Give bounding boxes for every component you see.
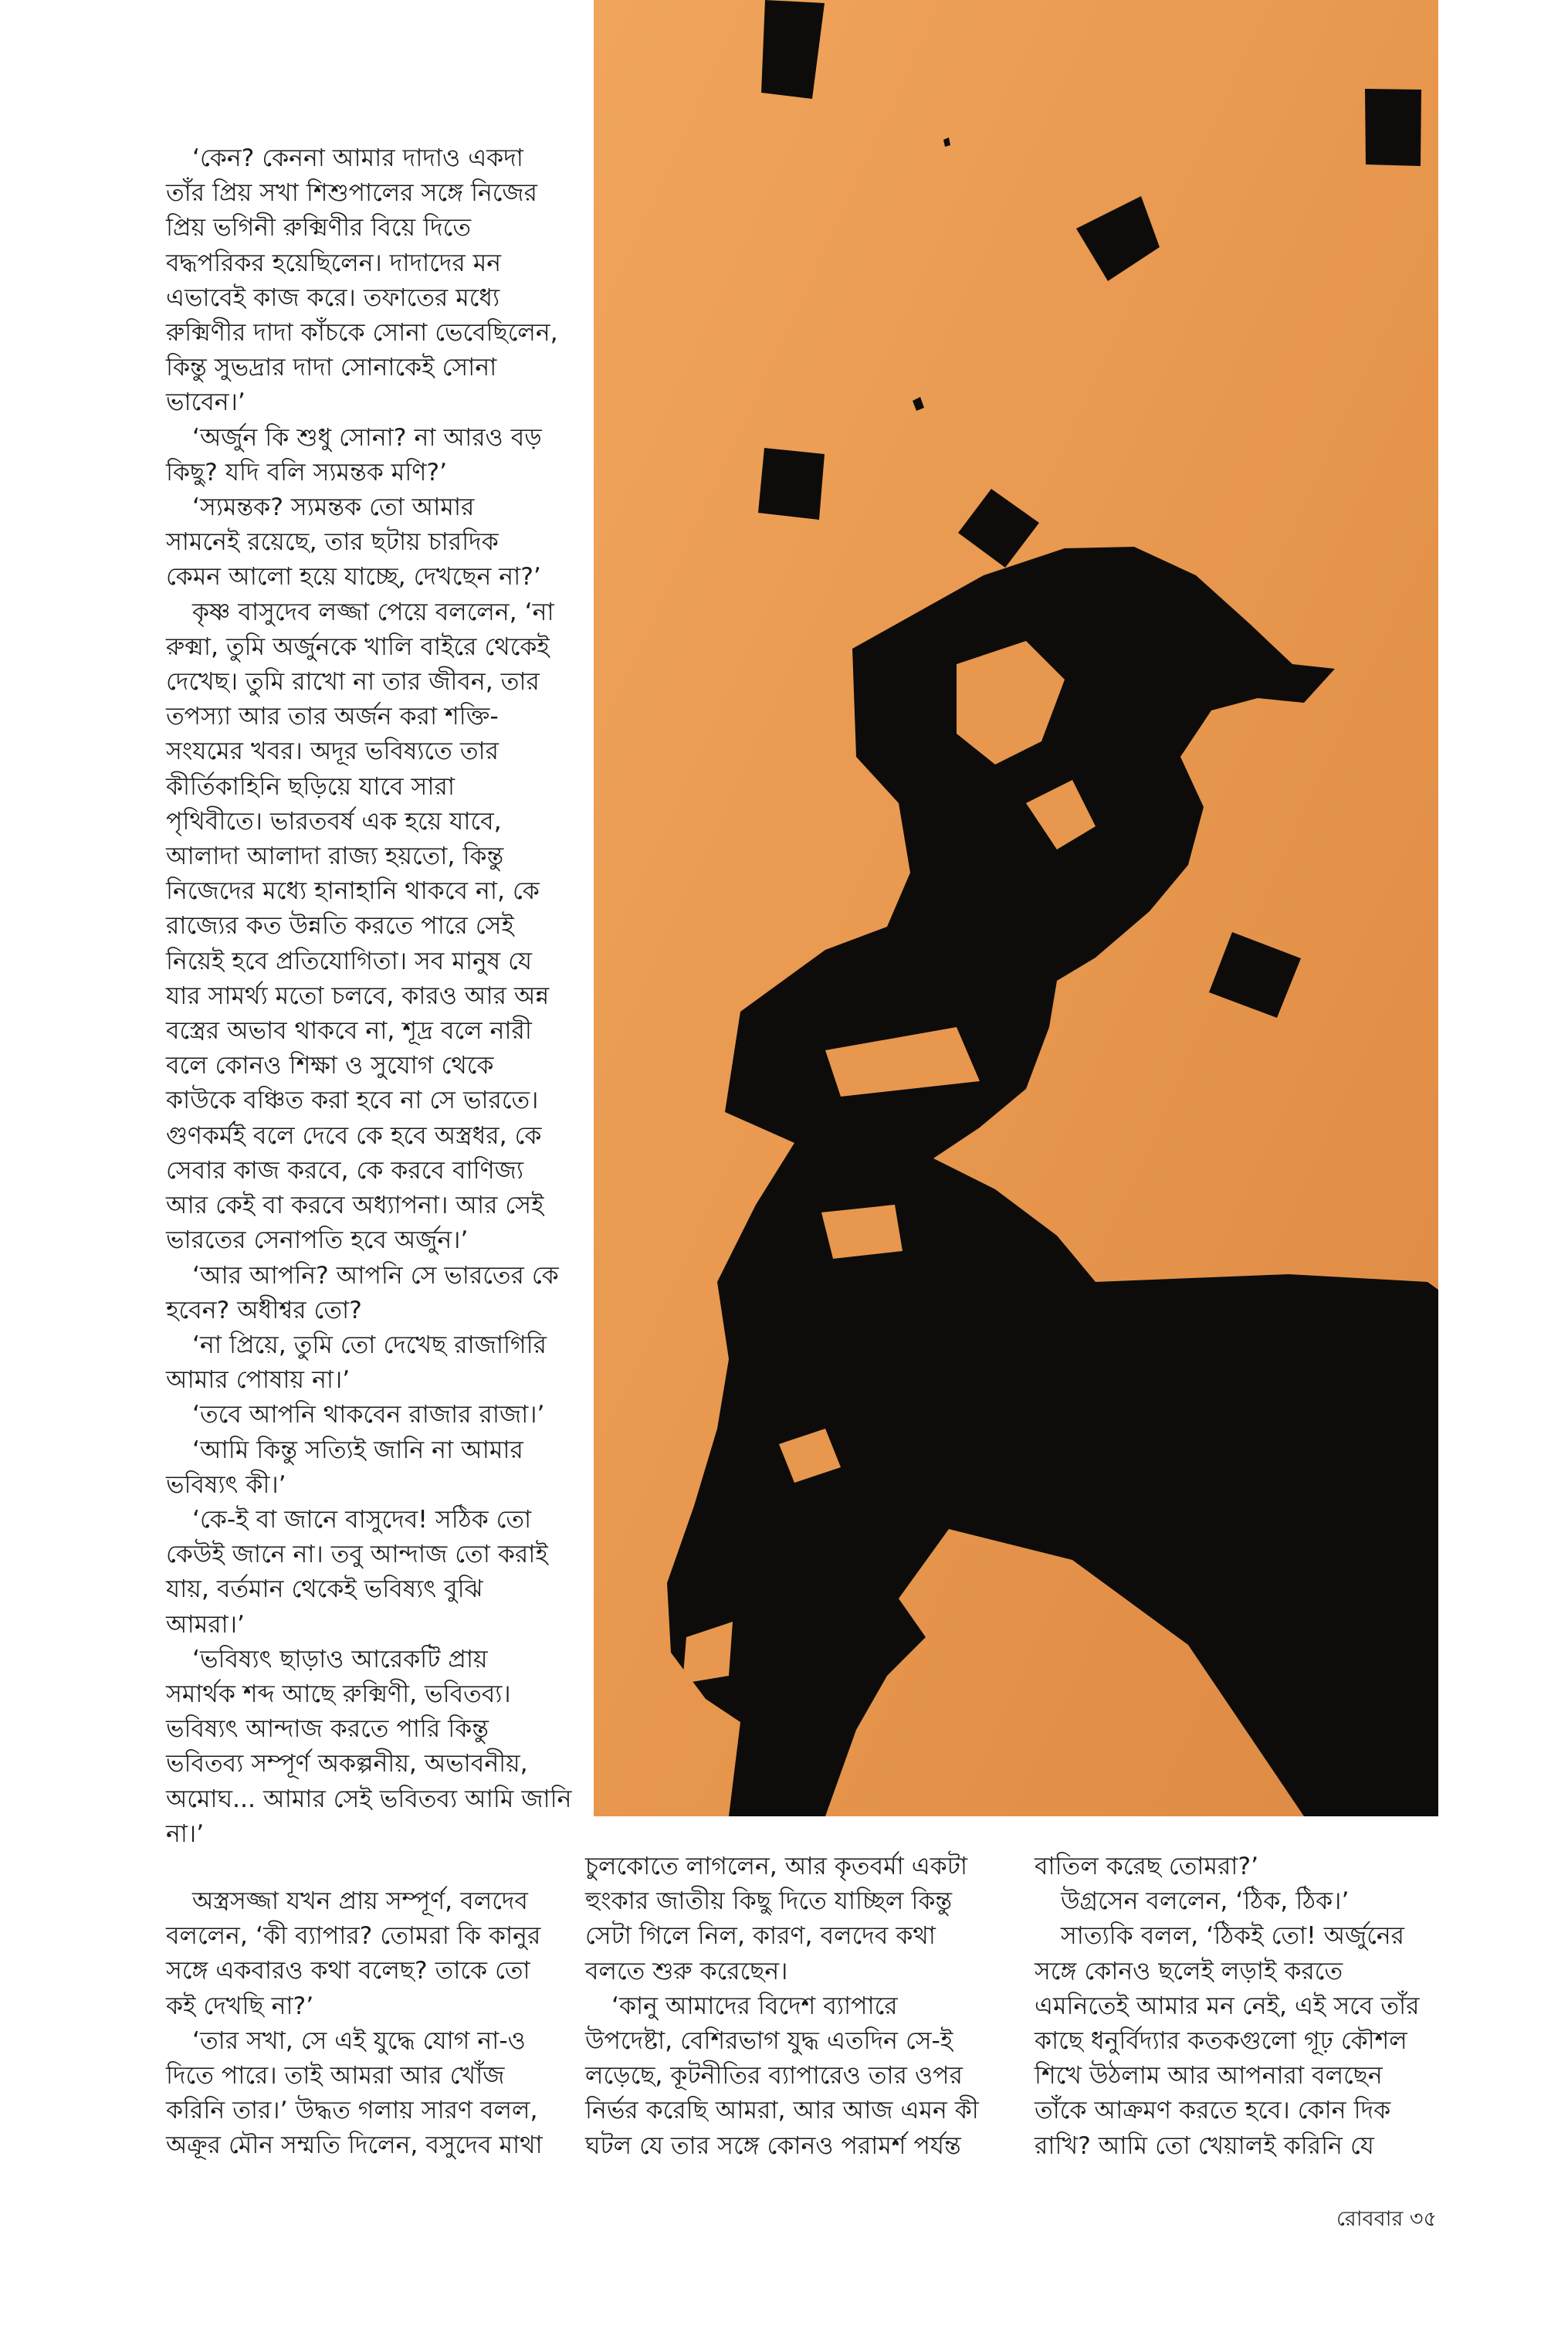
text-line: অস্ত্রসজ্জা যখন প্রায় সম্পূর্ণ, বলদেব: [192, 1887, 528, 1915]
text-line: রাজ্যের কত উন্নতি করতে পারে সেই: [166, 912, 514, 941]
text-line: এমনিতেই আমার মন নেই, এই সবে তাঁর: [1035, 1992, 1420, 2020]
text-line: উপদেষ্টা, বেশিরভাগ যুদ্ধ এতদিন সে-ই: [585, 2027, 953, 2056]
text-line: তাঁর প্রিয় সখা শিশুপালের সঙ্গে নিজের: [166, 179, 537, 208]
text-line: কেমন আলো হয়ে যাচ্ছে, দেখছেন না?’: [166, 563, 541, 592]
text-line: হবেন? অধীশ্বর তো?: [166, 1296, 362, 1324]
text-line: ‘কানু আমাদের বিদেশ ব্যাপারে: [611, 1992, 898, 2020]
text-line: বলে কোনও শিক্ষা ও সুযোগ থেকে: [166, 1052, 494, 1080]
text-line: গুণকর্মই বলে দেবে কে হবে অস্ত্রধর, কে: [166, 1121, 542, 1150]
text-line: কীর্তিকাহিনি ছড়িয়ে যাবে সারা: [166, 772, 455, 801]
text-line: কই দেখছি না?’: [166, 1992, 314, 2020]
text-line: করিনি তার।’ উদ্ধত গলায় সারণ বলল,: [166, 2097, 538, 2125]
text-line: বাতিল করেছ তোমরা?’: [1035, 1853, 1259, 1880]
text-line: ‘কে-ই বা জানে বাসুদেব! সঠিক তো: [192, 1505, 532, 1534]
text-line: রুক্মিণীর দাদা কাঁচকে সোনা ভেবেছিলেন,: [166, 319, 558, 348]
text-line: দিতে পারে। তাই আমরা আর খোঁজ: [166, 2062, 505, 2090]
text-line: সংযমের খবর। অদূর ভবিষ্যতে তার: [166, 737, 499, 766]
text-line: বললেন, ‘কী ব্যাপার? তোমরা কি কানুর: [166, 1922, 541, 1951]
text-line: ভাবেন।’: [166, 388, 246, 417]
text-line: ‘স্যমন্তক? স্যমন্তক তো আমার: [192, 493, 475, 522]
text-line: নিজেদের মধ্যে হানাহানি থাকবে না, কে: [166, 877, 540, 906]
text-line: কিছু? যদি বলি স্যমন্তক মণি?’: [166, 458, 448, 487]
text-line: অমোঘ... আমার সেই ভবিতব্য আমি জানি: [166, 1785, 572, 1813]
paper-square: [1365, 89, 1421, 166]
text-line: শিখে উঠলাম আর আপনারা বলছেন: [1035, 2062, 1383, 2090]
text-line: সেটা গিলে নিল, কারণ, বলদেব কথা: [585, 1922, 936, 1951]
text-line: সমার্থক শব্দ আছে রুক্মিণী, ভবিতব্য।: [166, 1680, 511, 1708]
text-line: অক্রূর মৌন সম্মতি দিলেন, বসুদেব মাথা: [166, 2131, 543, 2160]
text-line: সাত্যকি বলল, ‘ঠিকই তো! অর্জুনের: [1061, 1922, 1405, 1951]
text-line: সেবার কাজ করবে, কে করবে বাণিজ্য: [166, 1156, 523, 1185]
text-line: লড়েছে, কূটনীতির ব্যাপারেও তার ওপর: [585, 2062, 963, 2090]
text-line: ‘কেন? কেননা আমার দাদাও একদা: [192, 144, 523, 172]
text-line: আর কেই বা করবে অধ্যাপনা। আর সেই: [166, 1192, 544, 1220]
text-line: ভবিষ্যৎ কী।’: [166, 1470, 286, 1499]
text-line: আমার পোষায় না।’: [166, 1366, 351, 1395]
paper-square: [758, 448, 825, 520]
text-line: যার সামর্থ্য মতো চলবে, কারও আর অন্ন: [166, 982, 550, 1010]
text-line: ‘অর্জুন কি শুধু সোনা? না আরও বড়: [192, 423, 542, 452]
page-footer-label: রোববার ৩৫: [1336, 2207, 1437, 2231]
text-line: সঙ্গে একবারও কথা বলেছ? তাকে তো: [166, 1957, 530, 1985]
text-line: কাছে ধনুর্বিদ্যার কতকগুলো গূঢ় কৌশল: [1035, 2027, 1407, 2056]
text-line: ‘না প্রিয়ে, তুমি তো দেখেছ রাজাগিরি: [192, 1331, 547, 1359]
text-line: সামনেই রয়েছে, তার ছটায় চারদিক: [166, 528, 499, 557]
text-line: বস্ত্রের অভাব থাকবে না, শূদ্র বলে নারী: [166, 1017, 532, 1046]
text-line: বলতে শুরু করেছেন।: [585, 1957, 788, 1985]
text-line: ভারতের সেনাপতি হবে অর্জুন।’: [166, 1226, 469, 1255]
text-line: কৃষ্ণ বাসুদেব লজ্জা পেয়ে বললেন, ‘না: [192, 598, 554, 626]
text-line: কিন্তু সুভদ্রার দাদা সোনাকেই সোনা: [166, 354, 497, 382]
text-line: ভবিতব্য সম্পূর্ণ অকল্পনীয়, অভাবনীয়,: [166, 1750, 528, 1778]
text-line: ‘তবে আপনি থাকবেন রাজার রাজা।’: [192, 1401, 545, 1429]
text-line: হুংকার জাতীয় কিছু দিতে যাচ্ছিল কিন্তু: [585, 1887, 953, 1916]
text-line: পৃথিবীতে। ভারতবর্ষ এক হয়ে যাবে,: [166, 807, 502, 836]
text-line: দেখেছ। তুমি রাখো না তার জীবন, তার: [166, 668, 540, 697]
text-line: ভবিষ্যৎ আন্দাজ করতে পারি কিন্তু: [166, 1715, 489, 1744]
text-line: নিয়েই হবে প্রতিযোগিতা। সব মানুষ যে: [166, 947, 533, 975]
text-line: আমরা।’: [166, 1610, 245, 1639]
text-line: ‘আর আপনি? আপনি সে ভারতের কে: [192, 1261, 559, 1290]
text-line: বদ্ধপরিকর হয়েছিলেন। দাদাদের মন: [166, 249, 502, 277]
text-line: না।’: [166, 1819, 205, 1848]
text-line: তাঁকে আক্রমণ করতে হবে। কোন দিক: [1035, 2097, 1391, 2125]
text-line: কাউকে বঞ্চিত করা হবে না সে ভারতে।: [166, 1087, 539, 1115]
article-column-middle: [585, 1850, 1018, 2164]
text-line: আলাদা আলাদা রাজ্য হয়তো, কিন্তু: [166, 843, 504, 871]
text-line: উগ্রসেন বললেন, ‘ঠিক, ঠিক।’: [1061, 1887, 1350, 1916]
text-line: ‘আমি কিন্তু সত্যিই জানি না আমার: [192, 1436, 523, 1464]
article-column-left-top: [166, 141, 572, 1852]
text-line: চুলকোতে লাগলেন, আর কৃতবর্মা একটা: [585, 1853, 968, 1880]
text-line: যায়, বর্তমান থেকেই ভবিষ্যৎ বুঝি: [166, 1575, 483, 1604]
text-line: এভাবেই কাজ করে। তফাতের মধ্যে: [166, 283, 500, 312]
text-line: সঙ্গে কোনও ছলেই লড়াই করতে: [1035, 1957, 1343, 1985]
article-column-right: [1035, 1850, 1467, 2164]
text-line: ‘তার সখা, সে এই যুদ্ধে যোগ না-ও: [192, 2026, 526, 2055]
text-line: ‘ভবিষ্যৎ ছাড়াও আরেকটি প্রায়: [192, 1645, 488, 1673]
text-line: তপস্যা আর তার অর্জন করা শক্তি-: [166, 703, 499, 731]
article-column-left-bottom: [166, 1884, 567, 2164]
text-line: প্রিয় ভগিনী রুক্মিণীর বিয়ে দিতে: [166, 214, 471, 242]
text-line: রুক্মা, তুমি অর্জুনকে খালি বাইরে থেকেই: [166, 632, 550, 661]
text-line: নির্ভর করেছি আমরা, আর আজ এমন কী: [585, 2097, 979, 2125]
text-line: ঘটল যে তার সঙ্গে কোনও পরামর্শ পর্যন্ত: [585, 2131, 961, 2160]
text-line: কেউই জানে না। তবু আন্দাজ তো করাই: [166, 1541, 548, 1569]
paper-cut-illustration: [594, 0, 1438, 1816]
text-line: রাখি? আমি তো খেয়ালই করিনি যে: [1035, 2131, 1374, 2160]
